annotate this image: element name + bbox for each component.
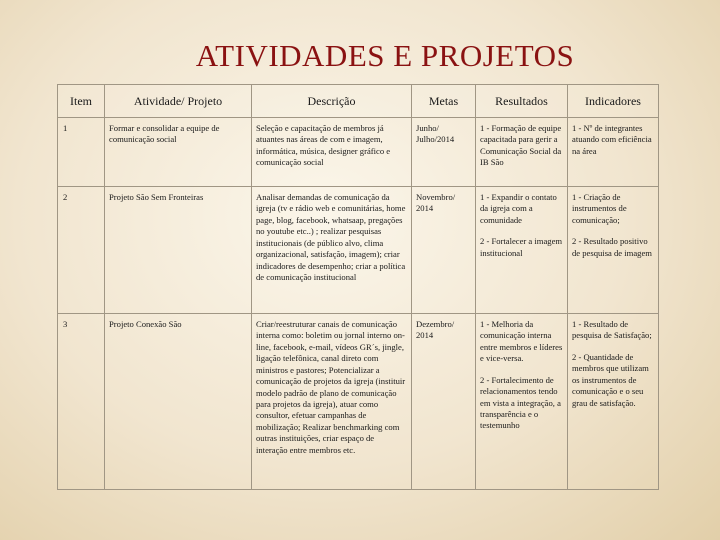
table-row [58,118,659,187]
cell-metas: Novembro/ 2014 [412,187,476,314]
indicador-text: 1 - Nº de integrantes atuando com eficiência na área [572,123,652,156]
cell-indicadores [568,314,659,490]
header-atividade: Atividade/ Projeto [105,85,252,118]
activities-table [57,84,659,490]
cell-item: 2 [58,187,105,314]
slide-title: ATIVIDADES E PROJETOS [195,38,575,73]
table-row [58,187,659,314]
cell-indicadores [568,118,659,187]
indicador-text: 1 - Resultado de pesquisa de Satisfação; [572,319,652,341]
header-item: Item [58,85,105,118]
table-row [58,314,659,490]
cell-descricao: Seleção e capacitação de membros já atuantes nas áreas de com e imagem, informática, música, designer gráfico e comunicação social [252,118,412,187]
cell-indicadores [568,187,659,314]
cell-resultados [476,118,568,187]
resultado-text: 1 - Formação de equipe capacitada para gerir a Comunicação Social da IB São [480,123,562,168]
cell-item: 1 [58,118,105,187]
cell-metas: Junho/ Julho/2014 [412,118,476,187]
cell-atividade: Projeto São Sem Fronteiras [105,187,252,314]
header-metas: Metas [412,85,476,118]
indicador-text: 2 - Resultado positivo de pesquisa de imagem [572,236,652,258]
cell-item: 3 [58,314,105,490]
cell-atividade: Projeto Conexão São [105,314,252,490]
resultado-text: 1 - Melhoria da comunicação interna entre membros e líderes e vice-versa. [480,319,563,364]
indicador-text: 1 - Criação de instrumentos de comunicação; [572,192,627,225]
cell-descricao: Analisar demandas de comunicação da igreja (tv e rádio web e comunitárias, home page, blog, facebook, whatsaap, pregações no youtube etc..) ; realizar pesquisas institucionais (de público alvo, clima organizacional, satisfação, imagem); criar indicadores de desempenho; criar a política de comunicação institucional [252,187,412,314]
resultado-text: 1 - Expandir o contato da igreja com a comunidade [480,192,557,225]
resultado-text: 2 - Fortalecimento de relacionamentos tendo em vista a integração, a transparência e o testemunho [480,374,561,431]
header-indicadores: Indicadores [568,85,659,118]
header-descricao: Descrição [252,85,412,118]
table-header-row [58,85,659,118]
cell-descricao: Criar/reestruturar canais de comunicação interna como: boletim ou jornal interno on-line, facebook, e-mail, vídeos GR´s, jingle, ligação telefônica, canal direto com ministros e pastores; Potencializar a comunicação de projetos da igreja (instituir modelo padrão de plano de comunicação para projetos da igreja), atuar como consultor, efetuar campanhas de mobilização; Realizar benchmarking com outras instituições, criar espaço de interação entre membros etc. [252,314,412,490]
cell-metas: Dezembro/ 2014 [412,314,476,490]
header-resultados: Resultados [476,85,568,118]
cell-resultados [476,314,568,490]
indicador-text: 2 - Quantidade de membros que utilizam os instrumentos de comunicação e o seu grau de satisfação. [572,351,649,408]
cell-resultados [476,187,568,314]
cell-atividade: Formar e consolidar a equipe de comunicação social [105,118,252,187]
resultado-text: 2 - Fortalecer a imagem institucional [480,236,563,258]
